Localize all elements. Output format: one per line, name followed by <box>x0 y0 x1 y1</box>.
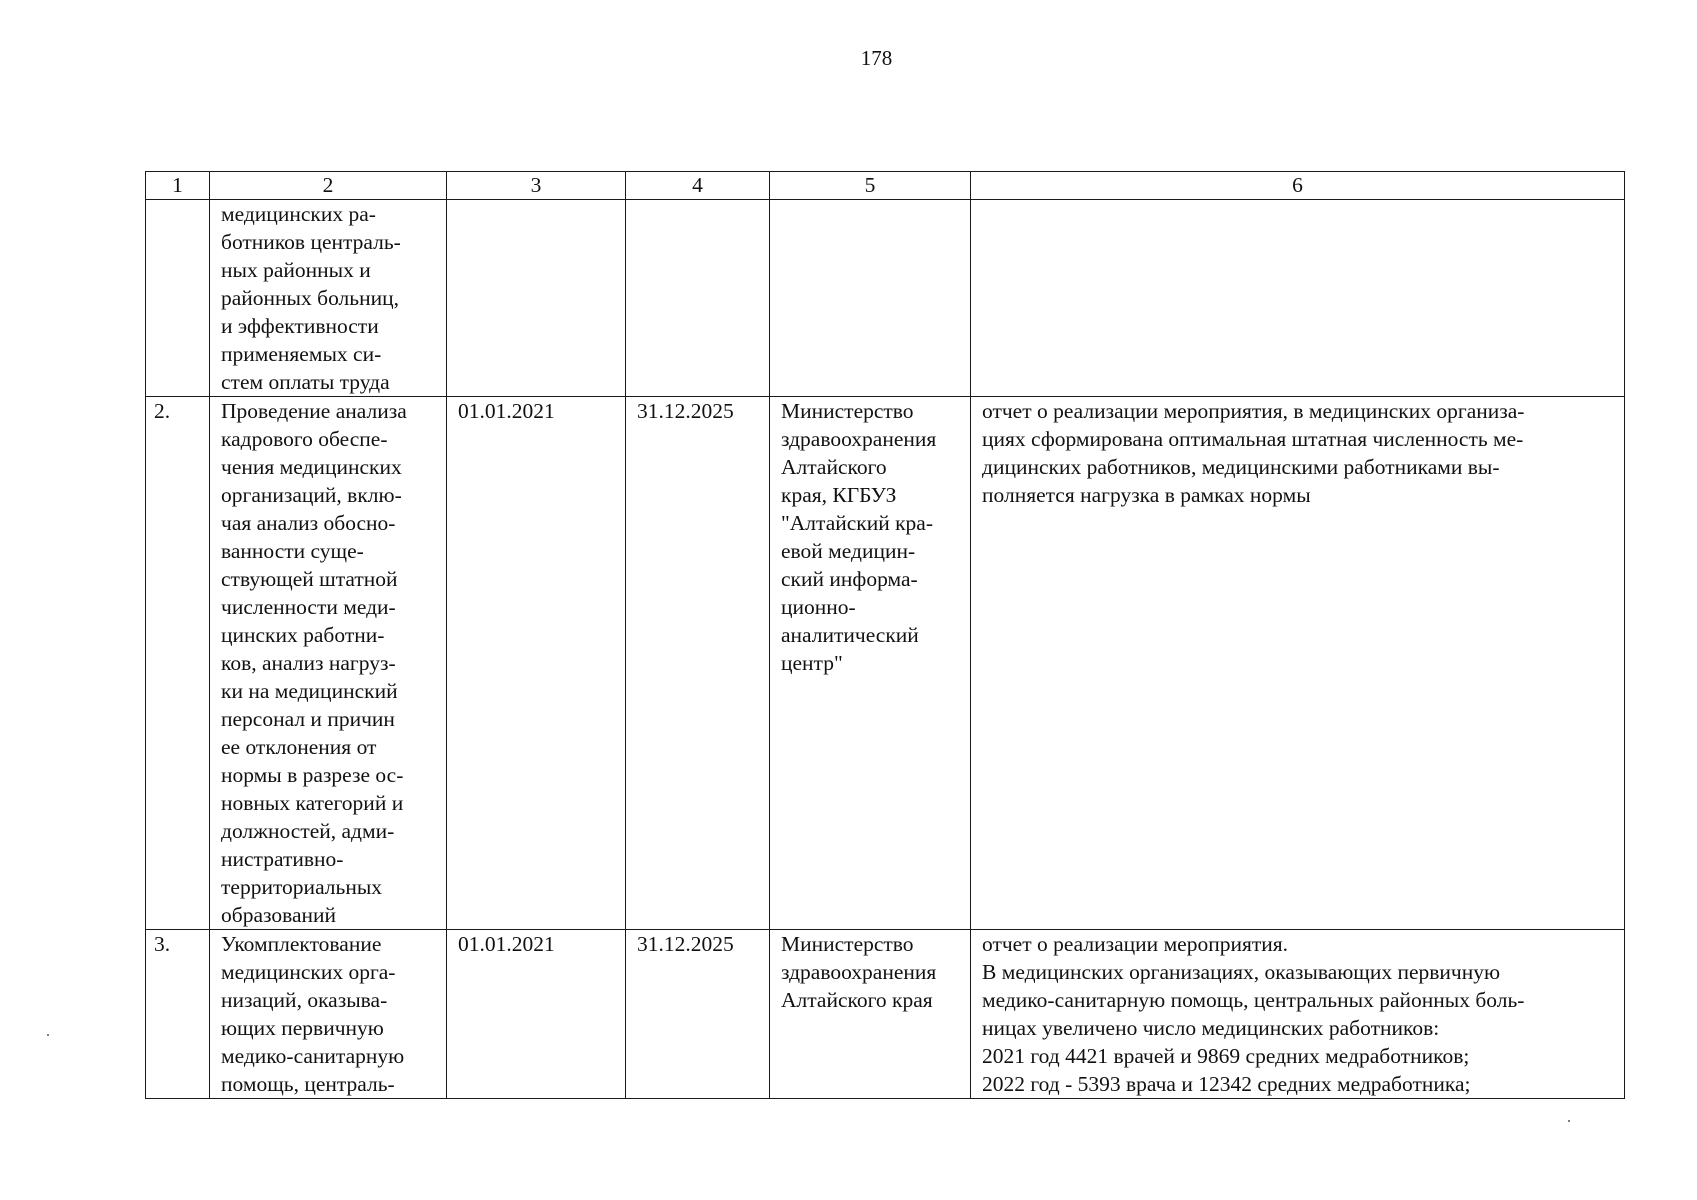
description-cell-line: организаций, вклю- <box>221 483 402 507</box>
header-cell-1: 1 <box>146 172 210 200</box>
description-cell-line: территориальных <box>221 875 383 899</box>
result-cell-line: отчет о реализации мероприятия, в медицинских организа- <box>982 399 1525 423</box>
result-cell <box>971 930 1625 1099</box>
header-cell-4: 4 <box>626 172 770 200</box>
result-cell-line: медико-санитарную помощь, центральных районных боль- <box>982 988 1525 1012</box>
description-cell-line: ющих первичную <box>221 1016 384 1040</box>
description-cell-line: должностей, адми- <box>221 819 395 843</box>
row-number-cell: 2. <box>146 397 210 930</box>
description-cell-line: низаций, оказыва- <box>221 988 388 1012</box>
result-cell-line: отчет о реализации мероприятия. <box>982 932 1289 956</box>
responsible-cell <box>770 930 971 1099</box>
description-cell <box>210 200 447 397</box>
responsible-cell-line: Алтайского <box>781 455 887 479</box>
end-date-cell: 31.12.2025 <box>626 397 770 930</box>
result-cell <box>971 397 1625 930</box>
description-cell <box>210 397 447 930</box>
responsible-cell-line: края, КГБУЗ <box>781 483 897 507</box>
table-header-row <box>146 172 1625 200</box>
table-row <box>146 397 1625 930</box>
start-date-cell: 01.01.2021 <box>447 930 626 1099</box>
result-cell <box>971 200 1625 397</box>
description-cell-line: нормы в разрезе ос- <box>221 763 404 787</box>
responsible-cell-line: Министерство <box>781 932 914 956</box>
end-date-cell <box>626 200 770 397</box>
responsible-cell-line: здравоохранения <box>781 960 937 984</box>
responsible-cell-line: ский информа- <box>781 567 918 591</box>
description-cell-line: стем оплаты труда <box>221 370 390 394</box>
header-cell-6: 6 <box>971 172 1625 200</box>
responsible-cell-line: Министерство <box>781 399 914 423</box>
description-cell-line: ботников централь- <box>221 230 401 254</box>
responsible-cell-line: евой медицин- <box>781 539 916 563</box>
description-cell-line: персонал и причин <box>221 707 395 731</box>
responsible-cell <box>770 200 971 397</box>
responsible-cell-line: Алтайского края <box>781 988 933 1012</box>
header-cell-2: 2 <box>210 172 447 200</box>
description-cell-line: чая анализ обосно- <box>221 511 396 535</box>
scan-speck <box>1568 1120 1570 1122</box>
table-row <box>146 930 1625 1099</box>
description-cell-line: чения медицинских <box>221 455 402 479</box>
header-cell-5: 5 <box>770 172 971 200</box>
responsible-cell <box>770 397 971 930</box>
start-date-cell <box>447 200 626 397</box>
row-number-cell: 3. <box>146 930 210 1099</box>
responsible-cell-line: ционно- <box>781 595 856 619</box>
responsible-cell-line: аналитический <box>781 623 919 647</box>
responsible-cell-line: "Алтайский кра- <box>781 511 934 535</box>
activities-table <box>145 171 1625 1099</box>
description-cell-line: новных категорий и <box>221 791 404 815</box>
description-cell-line: ки на медицинский <box>221 679 398 703</box>
description-cell-line: Укомплектование <box>221 932 382 956</box>
end-date-cell: 31.12.2025 <box>626 930 770 1099</box>
result-cell-line: В медицинских организациях, оказывающих первичную <box>982 960 1501 984</box>
description-cell-line: медицинских орга- <box>221 960 396 984</box>
description-cell-line: численности меди- <box>221 595 396 619</box>
description-cell-line: районных больниц, <box>221 286 399 310</box>
result-cell-line: полняется нагрузка в рамках нормы <box>982 483 1311 507</box>
result-cell-line: ницах увеличено число медицинских работников: <box>982 1016 1440 1040</box>
description-cell-line: образований <box>221 903 337 927</box>
description-cell-line: и эффективности <box>221 314 379 338</box>
description-cell-line: помощь, централь- <box>221 1072 395 1096</box>
result-cell-line: циях сформирована оптимальная штатная численность ме- <box>982 427 1524 451</box>
result-cell-line: 2022 год - 5393 врача и 12342 средних медработника; <box>982 1072 1471 1096</box>
description-cell-line: ванности суще- <box>221 539 364 563</box>
description-cell-line: кадрового обеспе- <box>221 427 388 451</box>
page-number: 178 <box>860 46 893 70</box>
description-cell-line: цинских работни- <box>221 623 385 647</box>
table-row <box>146 200 1625 397</box>
description-cell-line: применяемых си- <box>221 342 382 366</box>
start-date-cell: 01.01.2021 <box>447 397 626 930</box>
description-cell-line: нистративно- <box>221 847 344 871</box>
description-cell-line: медицинских ра- <box>221 202 376 226</box>
description-cell-line: ее отклонения от <box>221 735 377 759</box>
row-number-cell <box>146 200 210 397</box>
description-cell-line: ствующей штатной <box>221 567 398 591</box>
header-cell-3: 3 <box>447 172 626 200</box>
description-cell-line: медико-санитарную <box>221 1044 405 1068</box>
result-cell-line: дицинских работников, медицинскими работниками вы- <box>982 455 1500 479</box>
responsible-cell-line: центр" <box>781 651 843 675</box>
result-cell-line: 2021 год 4421 врачей и 9869 средних медработников; <box>982 1044 1470 1068</box>
scan-speck <box>47 1034 49 1036</box>
description-cell-line: Проведение анализа <box>221 399 407 423</box>
description-cell-line: ков, анализ нагруз- <box>221 651 396 675</box>
responsible-cell-line: здравоохранения <box>781 427 937 451</box>
description-cell <box>210 930 447 1099</box>
description-cell-line: ных районных и <box>221 258 371 282</box>
